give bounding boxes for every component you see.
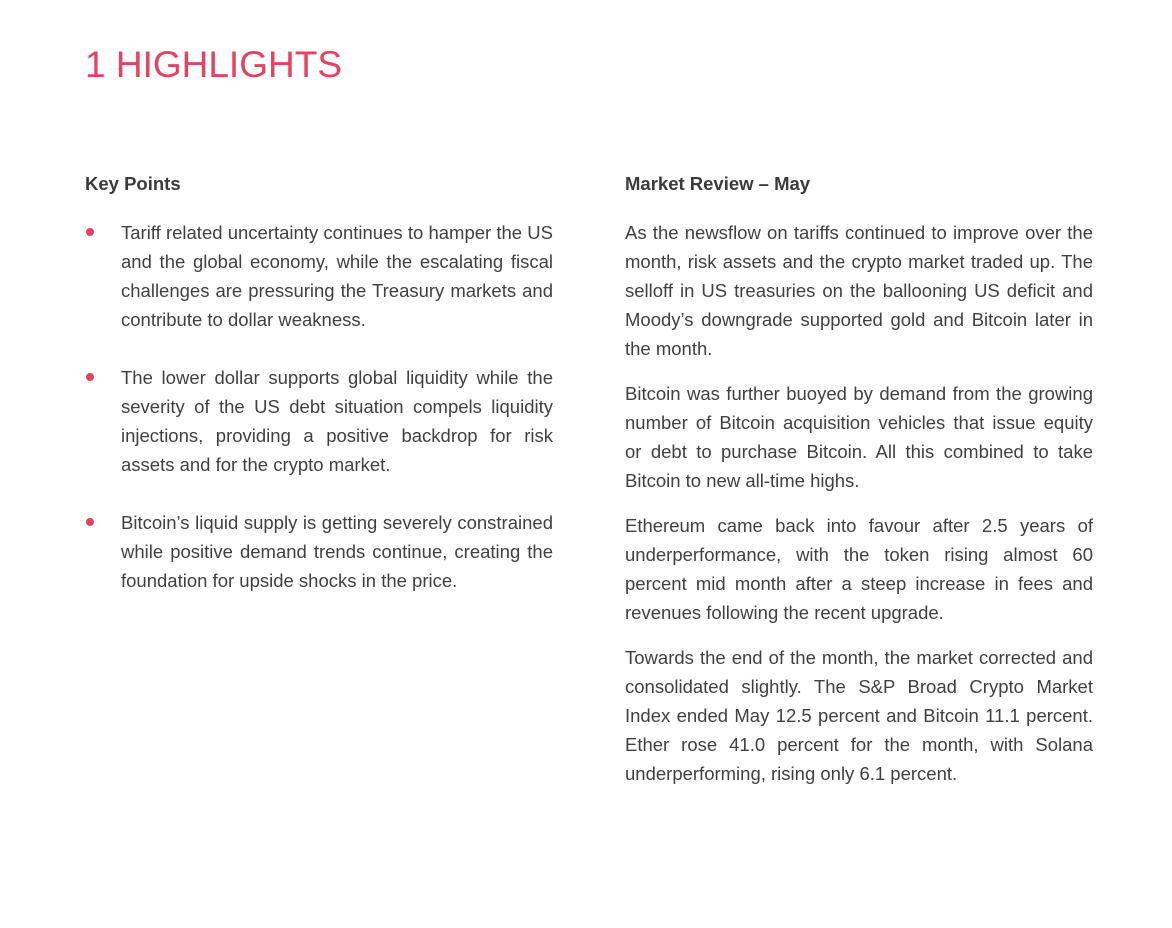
key-points-list bbox=[85, 218, 553, 595]
key-point-item bbox=[85, 218, 553, 334]
key-point-text: Bitcoin’s liquid supply is getting severely constrained while positive demand trends continue, creating the foundation for upside shocks in the price. bbox=[121, 512, 553, 591]
key-point-text: Tariff related uncertainty continues to hamper the US and the global economy, while the escalating fiscal challenges are pressuring the Treasury markets and contribute to dollar weakness. bbox=[121, 222, 553, 330]
key-point-item bbox=[85, 363, 553, 479]
bullet-icon bbox=[86, 228, 94, 236]
key-points-heading: Key Points bbox=[85, 173, 181, 194]
bullet-icon bbox=[86, 518, 94, 526]
market-review-section bbox=[625, 172, 1093, 804]
market-review-paragraph: As the newsflow on tariffs continued to improve over the month, risk assets and the crypto market traded up. The selloff in US treasuries on the ballooning US deficit and Moody’s downgrade supported gold and Bitcoin later in the month. bbox=[625, 222, 1093, 359]
market-review-heading: Market Review – May bbox=[625, 173, 811, 194]
market-review-paragraph: Towards the end of the month, the market corrected and consolidated slightly. The S&P Broad Crypto Market Index ended May 12.5 percent and Bitcoin 11.1 percent. Ether rose 41.0 percent for the month, with Solana underperforming, rising only 6.1 percent. bbox=[625, 647, 1093, 784]
page-title: 1 HIGHLIGHTS bbox=[85, 44, 342, 85]
market-review-paragraph: Ethereum came back into favour after 2.5 years of underperformance, with the token rising almost 60 percent mid month after a steep increase in fees and revenues following the recent upgrade. bbox=[625, 515, 1093, 623]
key-point-item bbox=[85, 508, 553, 595]
key-points-section bbox=[85, 172, 553, 624]
key-point-text: The lower dollar supports global liquidity while the severity of the US debt situation compels liquidity injections, providing a positive backdrop for risk assets and for the crypto market. bbox=[121, 367, 553, 475]
bullet-icon bbox=[86, 373, 94, 381]
market-review-paragraph: Bitcoin was further buoyed by demand from the growing number of Bitcoin acquisition vehicles that issue equity or debt to purchase Bitcoin. All this combined to take Bitcoin to new all-time highs. bbox=[625, 383, 1093, 491]
